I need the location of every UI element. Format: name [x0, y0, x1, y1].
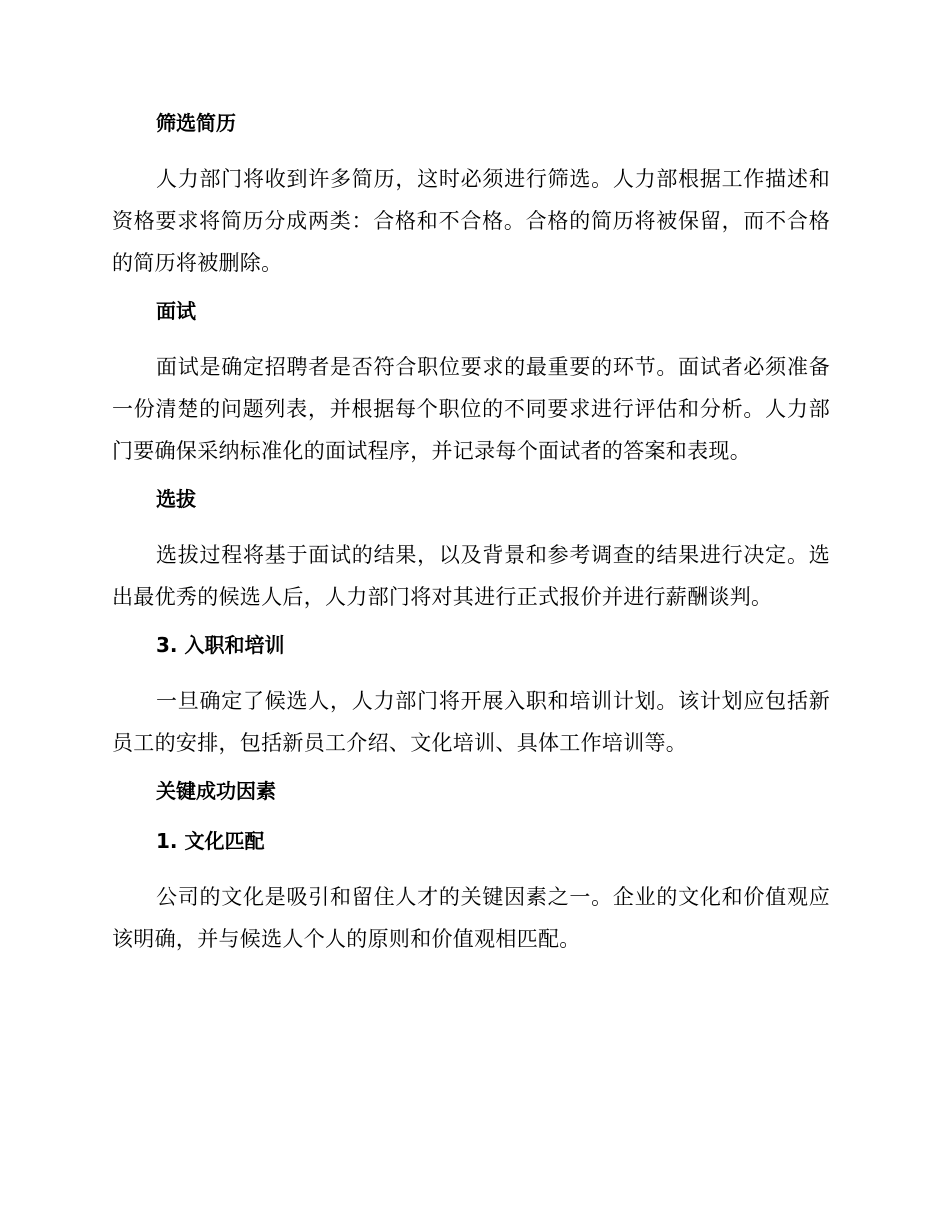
section-body-culture-fit: 公司的文化是吸引和留住人才的关键因素之一。企业的文化和价值观应该明确，并与候选人个人的原则和价值观相匹配。: [112, 885, 830, 951]
section-heading-selection: 选拔: [156, 487, 196, 511]
section-heading-onboarding-training: 3. 入职和培训: [156, 633, 285, 657]
section-heading-resume-screening: 筛选简历: [156, 111, 236, 135]
section-body-interview: 面试是确定招聘者是否符合职位要求的最重要的环节。面试者必须准备一份清楚的问题列表，并根据每个职位的不同要求进行评估和分析。人力部门要确保采纳标准化的面试程序，并记录每个面试者的答案和表现。: [112, 355, 830, 463]
document-page: [112, 108, 830, 972]
section-body-selection: 选拔过程将基于面试的结果，以及背景和参考调查的结果进行决定。选出最优秀的候选人后，人力部门将对其进行正式报价并进行薪酬谈判。: [112, 543, 830, 609]
section-heading-culture-fit: 1. 文化匹配: [156, 829, 265, 853]
section-heading-interview: 面试: [156, 299, 196, 323]
section-body-onboarding-training: 一旦确定了候选人，人力部门将开展入职和培训计划。该计划应包括新员工的安排，包括新员工介绍、文化培训、具体工作培训等。: [112, 689, 830, 755]
section-body-resume-screening: 人力部门将收到许多简历，这时必须进行筛选。人力部根据工作描述和资格要求将简历分成两类：合格和不合格。合格的简历将被保留，而不合格的简历将被删除。: [112, 167, 830, 275]
section-heading-key-success-factors: 关键成功因素: [156, 779, 276, 803]
